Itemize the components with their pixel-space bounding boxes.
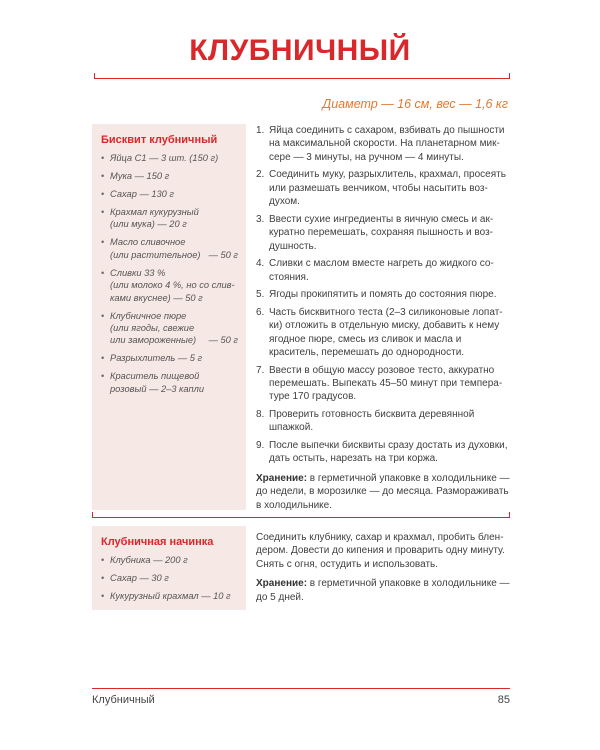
step-text: Проверить готовность бисквита деревянной шпажкой. — [269, 409, 475, 434]
ingredient-item — [101, 188, 238, 200]
footer-rule — [92, 688, 510, 689]
ingredient-line: ками вкуснее) — 50 г — [110, 292, 203, 303]
ingredient-item — [101, 236, 238, 261]
ingredient-item — [101, 572, 238, 584]
ingredient-line: розовый — 2–3 капли — [110, 383, 205, 394]
ingredient-item — [101, 170, 238, 182]
step-number: 9. — [256, 440, 265, 452]
step-item — [256, 306, 510, 360]
instructions-sponge — [256, 124, 510, 512]
step-text: Ягоды прокипятить и помять до состояния пюре. — [269, 289, 497, 301]
steps-list — [256, 124, 510, 466]
step-number: 2. — [256, 169, 265, 181]
step-number: 8. — [256, 409, 265, 421]
ingredients-box-sponge — [92, 124, 246, 510]
ingredient-line: • Клубника — 200 г — [110, 555, 188, 565]
section-divider — [92, 517, 510, 518]
step-item — [256, 288, 510, 301]
step-text: Ввести в общую массу розовое тесто, аккуратно перемешать. Выпекать 45–50 минут при температуре 170 градусов. — [269, 364, 503, 403]
ingredient-line: • Кукурузный крахмал — 10 г — [110, 591, 231, 601]
ingredient-line: • Сливки 33 % — [110, 267, 166, 278]
filling-method: Соединить клубнику, сахар и крахмал, пробить блендером. Довести до кипения и проварить одну минуту. Снять с огня, остудить и использовать. — [256, 532, 505, 570]
ingredient-item — [101, 352, 238, 364]
title-rule — [94, 78, 510, 79]
step-number: 5. — [256, 289, 265, 301]
step-item — [256, 213, 510, 253]
storage-note — [256, 472, 510, 512]
storage-text: в герметичной упаковке в холодильнике — до 5 дней. — [256, 578, 510, 603]
ingredients-box-filling — [92, 526, 246, 610]
step-text: Ввести сухие ингредиенты в яичную смесь и аккуратно перемешать, сохраняя пышность и воздушность. — [269, 213, 494, 252]
ingredient-line: • Яйца С1 — 3 шт. (150 г) — [110, 153, 219, 163]
step-text: После выпечки бисквиты сразу достать из духовки, дать остыть, нарезать на три коржа. — [269, 440, 508, 465]
storage-note — [256, 577, 510, 604]
step-number: 4. — [256, 258, 265, 270]
ingredient-item — [101, 152, 238, 164]
ingredient-line: (или растительное) — [110, 249, 201, 260]
step-item — [256, 439, 510, 466]
step-text: Сливки с маслом вместе нагреть до жидкого состояния. — [269, 258, 494, 283]
ingredient-amount: — 50 г — [208, 335, 238, 346]
step-item — [256, 364, 510, 404]
ingredient-item — [101, 554, 238, 566]
ingredient-list — [101, 152, 238, 395]
ingredient-line: • Клубничное пюре — [110, 310, 187, 321]
storage-label: Хранение: — [256, 472, 308, 484]
ingredient-list — [101, 554, 238, 602]
ingredient-item — [101, 310, 238, 347]
step-number: 1. — [256, 125, 265, 136]
storage-label: Хранение: — [256, 578, 308, 590]
page-title: КЛУБНИЧНЫЙ — [189, 34, 411, 67]
recipe-subtitle: Диаметр — 16 см, вес — 1,6 кг — [322, 97, 508, 111]
step-item — [256, 168, 510, 208]
step-text: Соединить муку, разрыхлитель, крахмал, просеять или размешать венчиком, чтобы насытить воздухом. — [269, 169, 506, 208]
page-number: 85 — [497, 694, 510, 706]
ingredient-line: или замороженные) — [110, 335, 197, 346]
step-text: Яйца соединить с сахаром, взбивать до пышности на максимальной скорости. На планетарном миксере — 3 минуты, на ручном — 4 минуты. — [269, 125, 505, 163]
running-footer: Клубничный — [92, 694, 155, 706]
storage-text: в герметичной упаковке в холодильнике — до недели, в морозилке — до месяца. Размораживать в холодильнике. — [256, 472, 510, 511]
section-heading: Клубничная начинка — [101, 536, 214, 548]
ingredient-line: • Крахмал кукурузный — [110, 207, 199, 217]
ingredient-line: • Разрыхлитель — 5 г — [110, 353, 203, 364]
step-item — [256, 408, 510, 435]
section-heading: Бисквит клубничный — [101, 134, 218, 146]
ingredient-item — [101, 267, 238, 304]
ingredient-line: • Масло сливочное — [110, 237, 186, 248]
step-item — [256, 257, 510, 284]
ingredient-line: • Краситель пищевой — [110, 371, 200, 382]
step-number: 7. — [256, 364, 265, 376]
step-item — [256, 124, 510, 164]
ingredient-line: • Мука — 150 г — [110, 171, 170, 181]
instructions-filling — [256, 531, 510, 604]
step-text: Часть бисквитного теста (2–3 силиконовые лопатки) отложить в отдельную миску, добавить к нему ягодное пюре, смесь из сливок и масла и краситель, перемешать до однородности. — [269, 306, 503, 359]
ingredient-amount: — 50 г — [208, 249, 238, 260]
step-number: 3. — [256, 213, 265, 225]
ingredient-line: (или ягоды, свежие — [110, 323, 195, 334]
ingredient-line: • Сахар — 130 г — [110, 189, 175, 199]
ingredient-item — [101, 590, 238, 602]
ingredient-line: (или мука) — 20 г — [110, 219, 187, 230]
ingredient-line: • Сахар — 30 г — [110, 573, 169, 583]
ingredient-item — [101, 206, 238, 231]
ingredient-item — [101, 370, 238, 395]
ingredient-line: (или молоко 4 %, но со слив- — [110, 280, 235, 291]
step-number: 6. — [256, 306, 265, 318]
